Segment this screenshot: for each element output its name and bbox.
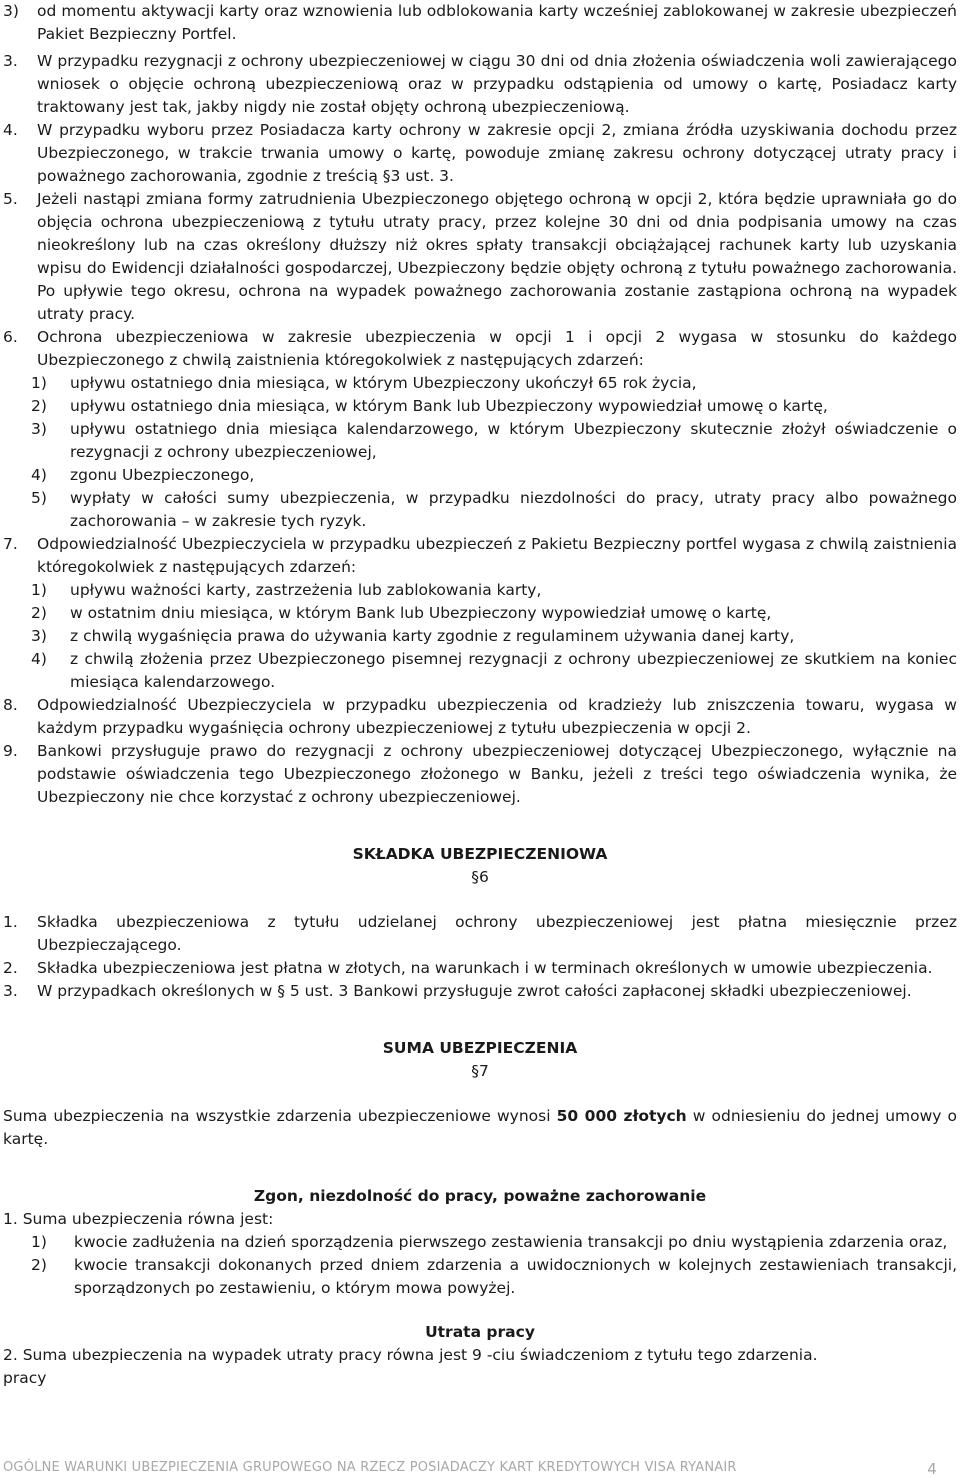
item-number: 1.: [3, 913, 18, 931]
item-number: 6.: [3, 328, 18, 346]
item-text: od momentu aktywacji karty oraz wznowienia lub odblokowania karty wcześniej zablokowanej w zakresie ubezpieczeń Pakiet Bezpieczny Portfel.: [37, 2, 957, 43]
item-text: W przypadkach określonych w § 5 ust. 3 Bankowi przysługuje zwrot całości zapłaconej składki ubezpieczeniowej.: [37, 982, 912, 1000]
list-item: [3, 694, 957, 740]
item-text: Odpowiedzialność Ubezpieczyciela w przypadku ubezpieczenia od kradzieży lub zniszczenia towaru, wygasa w każdym przypadku wygaśnięcia ochrony ubezpieczeniowej z tytułu ubezpieczenia w opcji 2.: [37, 696, 957, 737]
sub-list-item: [3, 395, 957, 418]
sub-list-item: [3, 648, 957, 694]
item-number: 3.: [3, 982, 18, 1000]
sub-list-item: [3, 625, 957, 648]
item-number: 7.: [3, 535, 18, 553]
paragraph: 2. Suma ubezpieczenia na wypadek utraty pracy równa jest 9 -ciu świadczeniom z tytułu tego zdarzenia.: [3, 1346, 818, 1364]
sub-item-number: 2): [31, 604, 47, 622]
page-number: 4: [927, 1460, 937, 1478]
item-number: 4.: [3, 121, 18, 139]
sub-item-number: 2): [31, 397, 47, 415]
sub-item-text: zgonu Ubezpieczonego,: [70, 466, 255, 484]
sub-item-text: z chwilą wygaśnięcia prawa do używania karty zgodnie z regulaminem używania danej karty,: [70, 627, 795, 645]
item-text: Składka ubezpieczeniowa z tytułu udzielanej ochrony ubezpieczeniowej jest płatna miesięcznie przez Ubezpieczającego.: [37, 913, 957, 954]
sub-list-item: [3, 372, 957, 395]
sub-item-number: 3): [31, 420, 47, 438]
item-number: 2.: [3, 959, 18, 977]
section-heading: SKŁADKA UBEZPIECZENIOWA: [352, 845, 608, 863]
list-item: [3, 533, 957, 579]
sub-list-item: [3, 1231, 957, 1254]
section-number: §6: [471, 868, 489, 886]
sub-item-text: upływu ważności karty, zastrzeżenia lub zablokowania karty,: [70, 581, 542, 599]
item-text: W przypadku wyboru przez Posiadacza karty ochrony w zakresie opcji 2, zmiana źródła uzyskiwania dochodu przez Ubezpieczonego, w trakcie trwania umowy o kartę, powoduje zmianę zakresu ochrony dotyczącej utraty pracy i poważnego zachorowania, zgodnie z treścią §3 ust. 3.: [37, 121, 957, 185]
document-body: [3, 0, 957, 1390]
sub-item-number: 5): [31, 489, 47, 507]
sub-item-number: 1): [31, 581, 47, 599]
sub-item-text: w ostatnim dniu miesiąca, w którym Bank lub Ubezpieczony wypowiedział umowę o kartę,: [70, 604, 772, 622]
sub-item-text: upływu ostatniego dnia miesiąca, w którym Bank lub Ubezpieczony wypowiedział umowę o kartę,: [70, 397, 828, 415]
sub-item-number: 4): [31, 650, 47, 668]
sub-list-item: [3, 487, 957, 533]
sub-list-item: [3, 418, 957, 464]
subsection-heading: Zgon, niezdolność do pracy, poważne zachorowanie: [253, 1187, 707, 1205]
sub-item-number: 3): [31, 627, 47, 645]
sub-item-number: 4): [31, 466, 47, 484]
list-item: [3, 0, 957, 46]
sub-list-item: [3, 464, 957, 487]
sub-list-item: [3, 579, 957, 602]
item-text: Ochrona ubezpieczeniowa w zakresie ubezpieczenia w opcji 1 i opcji 2 wygasa w stosunku do każdego Ubezpieczonego z chwilą zaistnienia któregokolwiek z następujących zdarzeń:: [37, 328, 957, 369]
section-number: §7: [471, 1062, 489, 1080]
paragraph: [3, 1105, 957, 1151]
amount: 50 000 złotych: [556, 1107, 687, 1125]
footer-title: OGÓLNE WARUNKI UBEZPIECZENIA GRUPOWEGO NA RZECZ POSIADACZY KART KREDYTOWYCH VISA RYANAIR: [3, 1460, 737, 1475]
sub-item-number: 1): [31, 1233, 47, 1251]
section-heading: SUMA UBEZPIECZENIA: [382, 1039, 578, 1057]
list-item: [3, 957, 957, 980]
subsection-heading: Utrata pracy: [425, 1323, 535, 1341]
sub-item-text: wypłaty w całości sumy ubezpieczenia, w przypadku niezdolności do pracy, utraty pracy albo poważnego zachorowania – w zakresie tych ryzyk.: [70, 489, 957, 530]
item-number: 3.: [3, 52, 18, 70]
sub-item-text: kwocie zadłużenia na dzień sporządzenia pierwszego zestawienia transakcji po dniu wystąpienia zdarzenia oraz,: [74, 1233, 948, 1251]
sub-item-text: z chwilą złożenia przez Ubezpieczonego pisemnej rezygnacji z ochrony ubezpieczeniowej ze skutkiem na koniec miesiąca kalendarzowego.: [70, 650, 957, 691]
sub-list-item: [3, 602, 957, 625]
item-number: 5.: [3, 190, 18, 208]
sub-item-text: upływu ostatniego dnia miesiąca kalendarzowego, w którym Ubezpieczony skutecznie złożył oświadczenie o rezygnacji z ochrony ubezpieczeniowej,: [70, 420, 957, 461]
list-item: [3, 740, 957, 809]
item-text: Bankowi przysługuje prawo do rezygnacji z ochrony ubezpieczeniowej dotyczącej Ubezpieczonego, wyłącznie na podstawie oświadczenia tego Ubezpieczonego złożonego w Banku, jeżeli z treści tego oświadczenia wynika, że Ubezpieczony nie chce korzystać z ochrony ubezpieczeniowej.: [37, 742, 957, 806]
list-item: [3, 911, 957, 957]
list-item: [3, 326, 957, 372]
item-text: W przypadku rezygnacji z ochrony ubezpieczeniowej w ciągu 30 dni od dnia złożenia oświadczenia woli zawierającego wniosek o objęcie ochroną ubezpieczeniową oraz w przypadku odstąpienia od umowy o kartę, Posiadacz karty traktowany jest tak, jakby nigdy nie został objęty ochroną ubezpieczeniową.: [37, 52, 957, 116]
item-text: Jeżeli nastąpi zmiana formy zatrudnienia Ubezpieczonego objętego ochroną w opcji 2, która będzie uprawniała go do objęcia ochrona ubezpieczeniową z tytułu utraty pracy, przez kolejne 30 dni od dnia podpisania umowy na czas nieokreślony lub na czas określony dłuższy niż okres spłaty transakcji obciążającej rachunek karty lub uzyskania wpisu do Ewidencji działalności gospodarczej, Ubezpieczony będzie objęty ochroną z tytułu poważnego zachorowania. Po upływie tego okresu, ochrona na wypadek poważnego zachorowania zostanie zastąpiona ochroną na wypadek utraty pracy.: [37, 190, 957, 323]
item-text: Składka ubezpieczeniowa jest płatna w złotych, na warunkach i w terminach określonych w umowie ubezpieczenia.: [37, 959, 933, 977]
item-number: 9.: [3, 742, 18, 760]
sub-item-text: upływu ostatniego dnia miesiąca, w którym Ubezpieczony ukończył 65 rok życia,: [70, 374, 697, 392]
item-text: Odpowiedzialność Ubezpieczyciela w przypadku ubezpieczeń z Pakietu Bezpieczny portfel wygasa z chwilą zaistnienia któregokolwiek z następujących zdarzeń:: [37, 535, 957, 576]
list-item: [3, 50, 957, 119]
sub-list-item: [3, 1254, 957, 1300]
text: Suma ubezpieczenia na wszystkie zdarzenia ubezpieczeniowe wynosi: [3, 1107, 557, 1125]
list-item: [3, 188, 957, 326]
text: w odniesieniu do jednej umowy o kartę.: [3, 1107, 958, 1148]
list-item: [3, 980, 957, 1003]
sub-item-number: 1): [31, 374, 47, 392]
sub-item-text: kwocie transakcji dokonanych przed dniem zdarzenia a uwidocznionych w kolejnych zestawieniach transakcji, sporządzonych po zestawieniu, o którym mowa powyżej.: [74, 1256, 957, 1297]
page-footer: [3, 1460, 957, 1478]
paragraph: pracy: [3, 1369, 47, 1387]
item-number: 3): [3, 2, 19, 20]
sub-item-number: 2): [31, 1256, 47, 1274]
list-item: [3, 119, 957, 188]
paragraph: 1. Suma ubezpieczenia równa jest:: [3, 1210, 274, 1228]
item-number: 8.: [3, 696, 18, 714]
